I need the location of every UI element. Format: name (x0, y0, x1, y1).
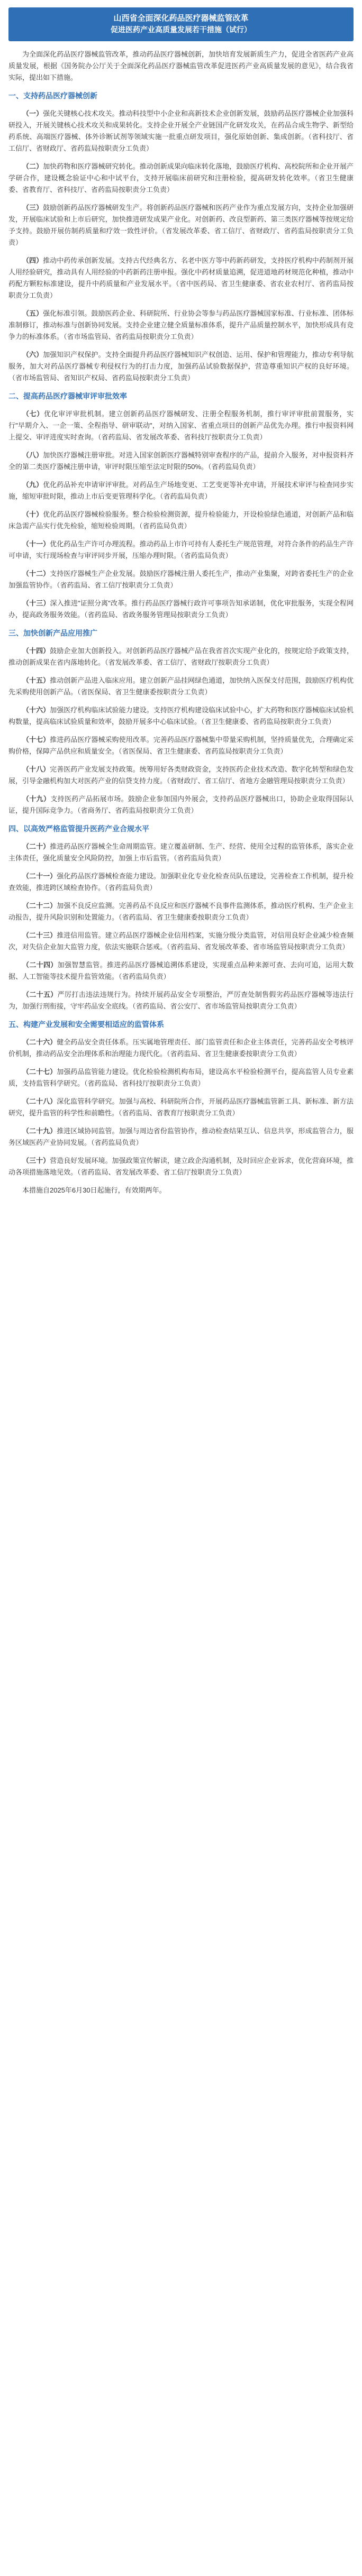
section-heading: 一、支持药品医疗器械创新 (8, 91, 97, 100)
measure-paragraph (8, 959, 354, 983)
measure-number: （二十二） (22, 902, 57, 910)
measure-paragraph (8, 202, 354, 249)
measure-number: （二十七） (22, 1068, 57, 1076)
measure-number: （十） (22, 510, 43, 518)
measure-number: （一） (22, 109, 43, 117)
measure-paragraph (8, 598, 354, 621)
measure-number: （二十六） (22, 1038, 57, 1046)
measure-text: 加快药物和医疗器械研究转化。推动创新成果向临床转化落地，鼓励医疗机构、高校院所和企业开展产学研合作，建设概念验证中心和中试平台，支持开展临床前研究和注册检验，提高研发转化效率。（省卫生健康委、省教育厅、省科技厅、省药监局按职责分工负责） (8, 162, 354, 194)
measure-text: 支持医疗器械生产企业发展。鼓励医疗器械注册人委托生产，推动产业集聚，对跨省委托生产的企业加强监管协作。（省药监局、省工信厅按职责分工负责） (8, 570, 354, 589)
measure-text: 支持医药产品拓展市场。鼓励企业参加国内外展会，支持药品医疗器械出口，协助企业取得国际认证，提升国际竞争力。（省商务厅、省药监局按职责分工负责） (8, 795, 354, 814)
measure-paragraph (8, 734, 354, 757)
measure-paragraph (8, 764, 354, 787)
measure-paragraph (8, 675, 354, 698)
measure-number: （二十九） (22, 1127, 57, 1135)
measure-number: （三） (22, 204, 43, 212)
measure-text: 优化药品生产许可办理流程。推动药品上市许可持有人委托生产规范管理，对符合条件的药品生产许可申请，实行现场检查与审评同步开展，压缩办理时限。（省药监局负责） (8, 540, 354, 560)
measure-text: 推进药品医疗器械采购使用改革。完善药品医疗器械集中带量采购机制，坚持质量优先，合理确定采购价格，保障产品供应和质量安全。（省医保局、省卫生健康委、省药监局按职责分工负责） (8, 736, 354, 755)
measure-paragraph (8, 1125, 354, 1149)
measure-number: （二十四） (22, 961, 58, 969)
measure-text: 鼓励创新药品医疗器械研发生产。将创新药品医疗器械和医药产业作为重点发展方向，支持企业加强研发，开展临床试验和上市后研究，加快推进研发成果产业化。对创新药、改良型新药、第三类医疗器械等按规定给予支持。鼓励开展仿制药质量和疗效一致性评价。（省发展改革委、省工信厅、省财政厅、省药监局按职责分工负责） (8, 204, 354, 246)
measure-number: （十八） (22, 765, 50, 773)
measure-text: 深化监管科学研究。加强与高校、科研院所合作，开展药品医疗器械监管新工具、新标准、新方法研究，提升监管的科学性和前瞻性。（省药监局、省教育厅按职责分工负责） (8, 1097, 354, 1117)
measure-paragraph (8, 568, 354, 591)
measure-text: 加强药品监管能力建设。优化检验检测机构布局，建设高水平检验检测平台，提高监管人员专业素质，支持监管科学研究。（省药监局、省科技厅按职责分工负责） (8, 1068, 354, 1087)
intro-paragraph: 为全面深化药品医疗器械监管改革，推动药品医疗器械创新，加快培育发展新质生产力，促进全省医药产业高质量发展，根据《国务院办公厅关于全面深化药品医疗器械监管改革促进医药产业高质量发展的意见》，结合我省实际，提出如下措施。 (8, 50, 354, 81)
measure-text: 优化药品医疗器械检验服务。整合检验检测资源，提升检验能力，开设检验绿色通道，对创新产品和临床急需产品实行优先检验，缩短检验周期。（省药监局负责） (8, 510, 354, 530)
measure-text: 完善医药产业发展支持政策。统筹用好各类财政资金，支持医药企业技术改造、数字化转型和绿色发展，引导金融机构加大对医药产业的信贷支持力度。（省财政厅、省工信厅、省地方金融管理局按职责分工负责） (8, 765, 354, 785)
measure-paragraph (8, 1155, 354, 1178)
measure-text: 深入推进"证照分离"改革。推行药品医疗器械行政许可事项告知承诺制，优化审批服务，实现全程网办，提高政务服务效能。（省药监局、省政务服务管理局按职责分工负责） (8, 599, 354, 619)
measure-number: （九） (22, 481, 43, 489)
section-heading: 二、提高药品医疗器械审评审批效率 (8, 392, 127, 400)
measure-paragraph (8, 900, 354, 923)
measure-paragraph (8, 645, 354, 668)
measure-number: （十七） (22, 736, 50, 744)
measure-number: （五） (22, 309, 43, 317)
measure-paragraph (8, 1037, 354, 1060)
measure-text: 强化关键核心技术攻关。推动科技型中小企业和高新技术企业创新发展，鼓励药品医疗器械企业加强科研投入，开展关键核心技术攻关和成果转化。支持企业开展全产业链国产化研发攻关，在药品合成生物学、新型给药系统、高端医疗器械、体外诊断试剂等领域实施一批重点研发项目，强化原始创新、集成创新。（省科技厅、省工信厅、省财政厅、省药监局按职责分工负责） (8, 109, 354, 152)
measure-paragraph (8, 930, 354, 953)
measure-number: （十二） (22, 570, 50, 577)
measure-text: 推动中药传承创新发展。支持古代经典名方、名老中医方等中药新药研发，支持医疗机构中药制剂开展人用经验研究，推动具有人用经验的中药新药注册申报。强化中药材质量追溯，促进道地药材规范化种植，推动中药配方颗粒标准建设，提升中药质量和产业发展水平。（省中医药局、省卫生健康委、省农业农村厅、省药监局按职责分工负责） (8, 256, 354, 299)
measure-paragraph (8, 349, 354, 384)
measure-number: （三十） (22, 1157, 50, 1165)
measure-paragraph (8, 509, 354, 532)
title-banner (8, 7, 354, 41)
measure-paragraph (8, 1096, 354, 1119)
page-title-line1: 山西省全面深化药品医疗器械监管改革 (113, 14, 249, 23)
measure-text: 优化审评审批机制。建立创新药品医疗器械研发、注册全程服务机制，推行审评审批前置服务，实行"早期介入、一企一策、全程指导、研审联动"，对纳入国家、省重点项目的创新产品优先办理。推行申报资料网上提交、审评进度实时查询。（省药监局、省发展改革委、省科技厅按职责分工负责） (8, 410, 354, 441)
section-heading: 五、构建产业发展和安全需要相适应的监管体系 (8, 1020, 164, 1029)
measure-number: （十九） (22, 795, 51, 803)
measure-text: 加强智慧监管。推进药品医疗器械追溯体系建设，实现重点品种来源可查、去向可追，运用大数据、人工智能等技术提升监管效能。（省药监局负责） (8, 961, 354, 980)
measure-text: 加快医疗器械注册审批。对进入国家创新医疗器械特别审查程序的产品，提前介入服务，对申报资料齐全的第二类医疗器械注册申请，审评时限压缩至法定时限的50%。（省药监局负责） (8, 451, 354, 471)
measure-paragraph (8, 479, 354, 502)
page-title-line2: 促进医药产业高质量发展若干措施（试行） (111, 25, 251, 34)
measure-paragraph (8, 704, 354, 728)
measure-number: （十一） (22, 540, 50, 548)
measure-paragraph (8, 108, 354, 154)
measure-number: （二） (22, 162, 43, 170)
closing-paragraph: 本措施自2025年6月30日起施行，有效期两年。 (22, 1186, 166, 1194)
measure-paragraph (8, 989, 354, 1012)
measure-number: （二十） (22, 842, 50, 850)
measure-text: 严厉打击违法违规行为。持续开展药品安全专项整治，严厉查处制售假劣药品医疗器械等违法行为，加强行刑衔接，守牢药品安全底线。（省药监局、省公安厅、省市场监管局按职责分工负责） (8, 991, 354, 1010)
measure-number: （六） (22, 351, 43, 359)
measure-number: （十五） (22, 676, 50, 684)
measure-text: 健全药品安全责任体系。压实属地管理责任、部门监管责任和企业主体责任，完善药品安全考核评价机制，推动药品安全治理体系和治理能力现代化。（省药监局、省卫生健康委按职责分工负责） (8, 1038, 354, 1058)
article-body (0, 41, 362, 1196)
measure-number: （四） (22, 256, 43, 264)
measure-paragraph (8, 161, 354, 196)
measure-paragraph (8, 308, 354, 343)
measure-text: 加强医疗机构临床试验能力建设。支持医疗机构建设临床试验中心，扩大药物和医疗器械临床试验机构数量，提高临床试验质量和效率，鼓励开展多中心临床试验。（省卫生健康委、省药监局按职责分工负责） (8, 706, 354, 726)
measure-paragraph (8, 450, 354, 473)
measure-number: （十三） (22, 599, 50, 607)
measure-number: （十六） (22, 706, 50, 714)
measure-number: （二十五） (22, 991, 58, 998)
measure-text: 强化药品医疗器械检查能力建设。加强职业化专业化检查员队伍建设，完善检查工作机制，提升检查效能，推进跨区域检查协作。（省药监局负责） (8, 872, 354, 892)
measure-number: （八） (22, 451, 43, 459)
measure-number: （二十一） (22, 872, 57, 880)
measure-paragraph (8, 1066, 354, 1089)
measure-paragraph (8, 793, 354, 817)
section-heading: 三、加快创新产品应用推广 (8, 629, 97, 637)
measure-number: （二十八） (22, 1097, 57, 1105)
measure-paragraph (8, 870, 354, 894)
measure-text: 推动创新产品进入临床应用。建立创新产品挂网绿色通道，加快纳入医保支付范围，鼓励医疗机构优先采购使用创新产品。（省医保局、省卫生健康委按职责分工负责） (8, 676, 354, 696)
measure-text: 推进药品医疗器械全生命周期监管。建立覆盖研制、生产、经营、使用全过程的监管体系，落实企业主体责任，强化质量安全风险防控，加强上市后监管。（省药监局负责） (8, 842, 354, 862)
measure-paragraph (8, 255, 354, 301)
measure-text: 鼓励企业加大创新投入。对创新药品医疗器械产品在我省首次实现产业化的，按规定给予政策支持，推动创新成果在省内落地转化。（省发展改革委、省工信厅、省财政厅按职责分工负责） (8, 647, 354, 666)
measure-paragraph (8, 408, 354, 443)
measure-text: 营造良好发展环境。加强政策宣传解读，建立政企沟通机制，及时回应企业诉求，优化营商环境，推动各项措施落地见效。（省药监局、省发展改革委、省工信厅按职责分工负责） (8, 1157, 354, 1176)
sections-container (8, 90, 354, 1178)
measure-text: 加强知识产权保护。支持全面提升药品医疗器械知识产权创造、运用、保护和管理能力，推动专利导航服务，加大对药品医疗器械专利侵权行为的打击力度，加强药品试验数据保护，营造尊重知识产权的良好环境。（省市场监管局、省知识产权局、省药监局按职责分工负责） (8, 351, 354, 382)
measure-number: （十四） (22, 647, 50, 655)
measure-text: 推进信用监管。建立药品医疗器械企业信用档案，实施分级分类监管，对信用良好企业减少检查频次，对失信企业加大监管力度，依法实施联合惩戒。（省药监局、省发展改革委、省市场监管局按职责分工负责） (8, 931, 354, 951)
measure-text: 强化标准引领。鼓励医药企业、科研院所、行业协会等参与药品医疗器械国家标准、行业标准、团体标准制修订，推动标准与创新协同发展。支持企业建立健全质量标准体系，提升产品质量控制水平，加快形成具有竞争力的标准体系。（省市场监管局、省药监局按职责分工负责） (8, 309, 354, 341)
measure-text: 推进区域协同监管。加强与周边省份监管协作，推动检查结果互认、信息共享，形成监管合力，服务区域医药产业协同发展。（省药监局负责） (8, 1127, 354, 1147)
measure-text: 加强不良反应监测。完善药品不良反应和医疗器械不良事件监测体系，推动医疗机构、生产企业主动报告，提升风险识别和处置能力。（省药监局、省卫生健康委按职责分工负责） (8, 902, 354, 921)
measure-paragraph (8, 841, 354, 864)
measure-number: （二十三） (22, 931, 57, 939)
measure-paragraph (8, 538, 354, 562)
section-heading: 四、以高效严格监管提升医药产业合规水平 (8, 824, 149, 833)
measure-number: （七） (22, 410, 44, 418)
measure-text: 优化药品补充申请审评审批。对药品生产场地变更、工艺变更等补充申请，开展技术审评与检查同步实施，缩短审批时限，推动上市后变更管理科学化。（省药监局负责） (8, 481, 354, 500)
